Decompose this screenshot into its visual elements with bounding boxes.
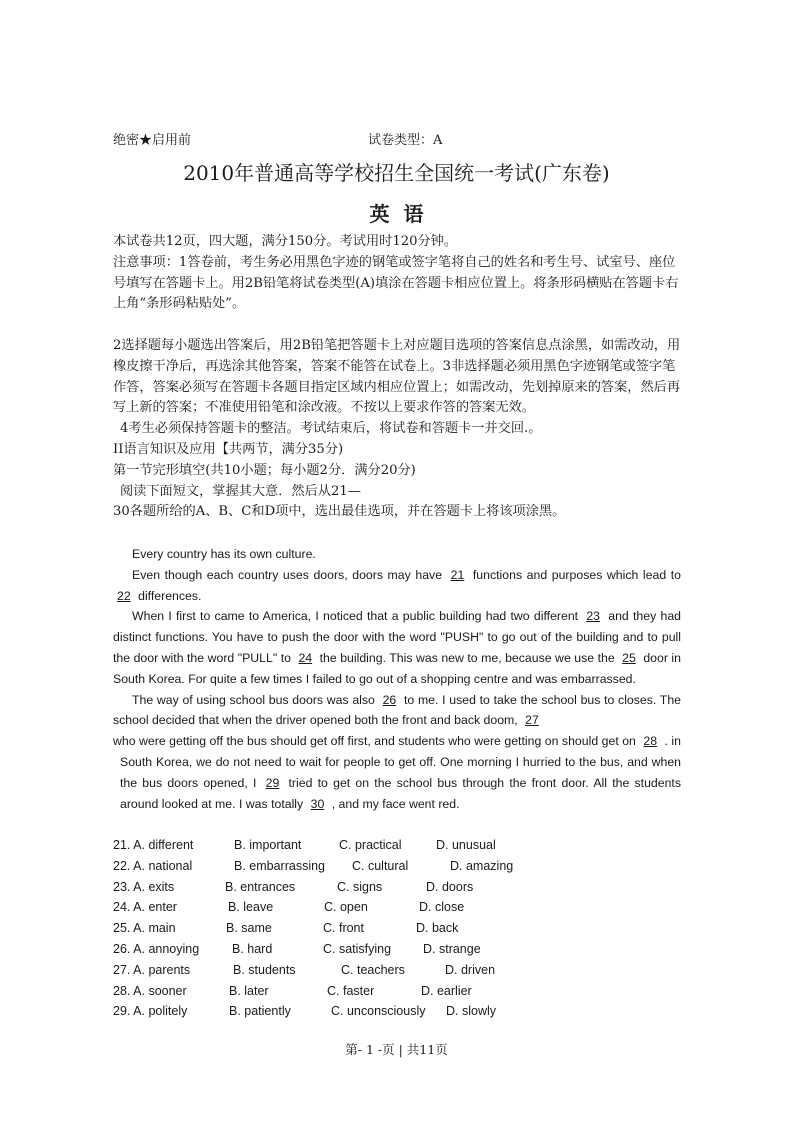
cloze-passage — [113, 544, 681, 814]
blank-25: 25 — [622, 650, 636, 665]
subsection-heading: 第一节完形填空(共10小题；每小题2分．满分20分) — [113, 462, 416, 478]
section-heading: II语言知识及应用【共两节，满分35分) — [113, 441, 344, 457]
secret-label: 绝密★启用前 — [113, 133, 192, 148]
direction-text: 30各题所给的A、B、C和D项中，选出最佳选项，并在答题卡上将该项涂黑。 — [113, 504, 566, 520]
blank-21: 21 — [450, 567, 465, 582]
blank-30: 30 — [310, 796, 325, 811]
blank-29: 29 — [265, 775, 280, 790]
instruction-line: 2选择题每小题选出答案后，用2B铅笔把答题卡上对应题目选项的答案信息点涂黑，如需改动，用橡皮擦干净后，再选涂其他答案，答案不能答在试卷上。3非选择题必须用黑色字迹钢笔或签字笔作答，答案必须写在答题卡各题目指定区域内相应位置上；如需改动，先划掉原来的答案，然后再写上新的答案；不准使用铅笔和涂改液。不按以上要求作答的答案无效。 — [113, 337, 681, 416]
paper-type-label: 试卷类型：A — [368, 133, 443, 148]
passage-paragraph: Even though each country uses doors, doors may have 21 functions and purposes which lead to 22 differences. — [113, 565, 681, 607]
instruction-line: 4考生必须保持答题卡的整洁。考试结束后，将试卷和答题卡一并交回.。 — [120, 421, 542, 437]
direction-text: 阅读下面短文，掌握其大意．然后从21— — [120, 483, 361, 499]
passage-paragraph: When I first to came to America, I noticed that a public building had two different 23 and they had distinct functions. You have to push the door with the word "PUSH" to go out of the building and to pull the door with the word "PULL" to 24 the building. This was new to me, because we use the 25 door in South Korea. For quite a few times I failed to go out of a shopping centre and was embarrassed. — [113, 609, 681, 686]
instructions — [113, 232, 683, 523]
blank-28: 28 — [643, 734, 658, 749]
blank-26: 26 — [382, 692, 397, 707]
exam-page: 绝密★启用前 试卷类型：A 2010年普通高等学校招生全国统一考试(广东卷) 英语 本试卷共12页，四大题，满分150分。考试用时120分钟。 注意事项：1答卷前，考生务必用黑色字迹的钢笔或签字笔将自己的姓名和考生号、试室号、座位号填写在答题卡上。用2B铅笔将试卷类型(A)填涂在答题卡相应位置上。将条形码横贴在答题卡右上角“条形码粘贴处”。 2选择题每小题选出答案后，用2B铅笔把答题卡上对应题目选项的答案信息点涂黑，如需改动，用橡皮擦干净后，再选涂其他答案，答案不能答在试卷上。3非选择题必须用黑色字迹钢笔或签字笔作答，答案必须写在答题卡各题目指定区域内相应位置上；如需改动，先划掉原来的答案，然后再写上新的答案；不准使用铅笔和涂改液。不按以上要求作答的答案无效。 4考生必须保持答题卡的整洁。考试结束后，将试卷和答题卡一并交回.。 II语言知识及应用【共两节，满分35分) 第一节完形填空(共10小题；每小题2分．满分20分) 阅读下面短文，掌握其大意．然后从21— 30各题所给的A、B、C和D项中，选出最佳选项，并在答题卡上将该项涂黑。 Every country has its own culture. Even though each country uses doors, doors may have 21 functions and purposes which lead to 22 differences. When I first to came to America, I noticed that a public building had two different 23 and they had distinct functions. You have to push the door with the word "PUSH" to go out of the building and to pull the door with the word "PULL" to 24 the building. This was new to me, because we use the 25 door in South Korea. For quite a few times I failed to go out of a shopping centre and was embarrassed. The way of using school bus doors was also 26 to me. I used to take the school bus to closes. The school decided that when the driver opened both the front and back doom, 27 who were getting off the bus should get off first, and students who were getting on should get on 28 . in South Korea, we do not need to wait for people to get off. One morning I hurried to the bus, and when the bus doors opened, I 29 tried to get on the school bus through the front door. All the students around looked at me. I was totally 30 , and my face went red. 21. A. different B. important C. practical D. unusual 22. A. national B. embarrassing C. cultural D. amazing 23. A. exits B. entrances C. signs D. doors 24. A. enter B. leave C. open D. close 25. A. main B. same C. front D. back 26. A. annoying B. hard C. satisfying D. strange 27. A. parents B. students C. teachers D. driven 28. A. sooner B. later C. faster D. earlier 29. A. politely B. patiently C. unconsciously D. slowly 第- 1 -页 | 共11页 — [0, 0, 793, 1122]
instruction-line: 注意事项：1答卷前，考生务必用黑色字迹的钢笔或签字笔将自己的姓名和考生号、试室号、座位号填写在答题卡上。用2B铅笔将试卷类型(A)填涂在答题卡相应位置上。将条形码横贴在答题卡右上角“条形码粘贴处”。 — [113, 254, 679, 312]
page-footer: 第- 1 -页 | 共11页 — [345, 1042, 448, 1057]
subject-title: 英语 — [369, 202, 438, 226]
passage-paragraph: who were getting off the bus should get off first, and students who were getting on should get on 28 . in South Korea, we do not need to wait for people to get off. One morning I hurried to the bus, and when the bus doors opened, I 29 tried to get on the school bus through the front door. All the students around looked at me. I was totally 30 , and my face went red. — [113, 734, 681, 811]
exam-title: 2010年普通高等学校招生全国统一考试(广东卷) — [183, 161, 610, 185]
passage-paragraph: The way of using school bus doors was also 26 to me. I used to take the school bus to closes. The school decided that when the driver opened both the front and back doom, 27 — [113, 692, 681, 728]
blank-27: 27 — [525, 713, 539, 728]
passage-paragraph: Every country has its own culture. — [132, 547, 316, 561]
blank-23: 23 — [586, 609, 601, 624]
instruction-line: 本试卷共12页，四大题，满分150分。考试用时120分钟。 — [113, 234, 458, 249]
blank-24: 24 — [298, 650, 313, 665]
blank-22: 22 — [117, 588, 131, 603]
